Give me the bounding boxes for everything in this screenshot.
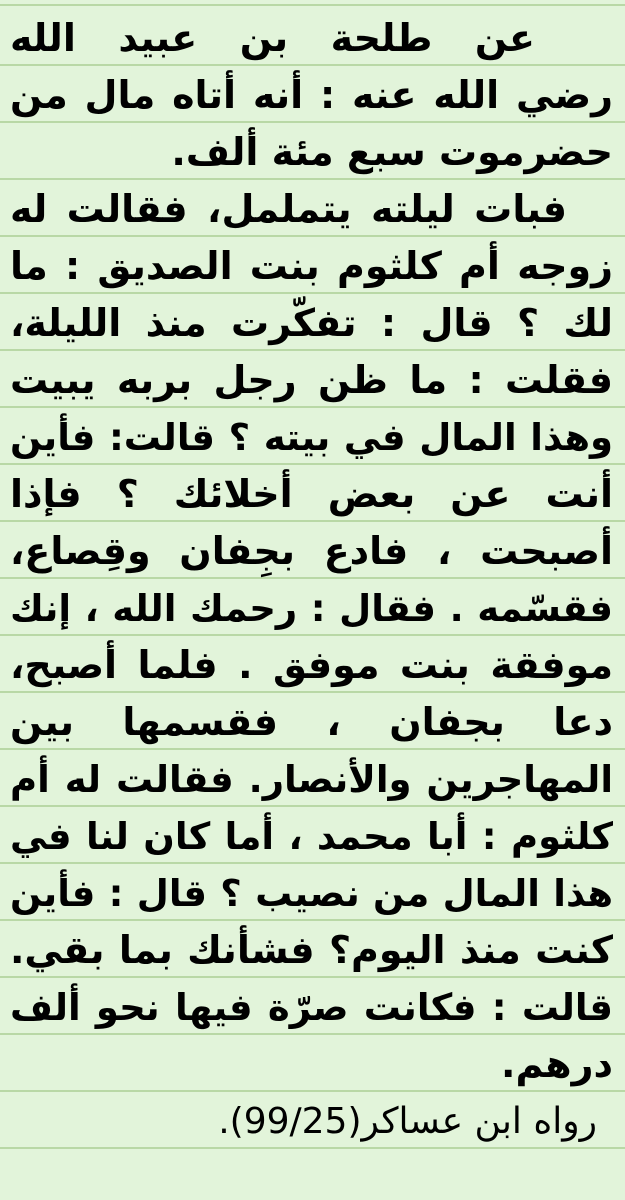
- text-line-7: فقلت : ما ظن رجل بربه يبيت: [10, 358, 613, 402]
- text-line-1: عن طلحة بن عبيد الله: [10, 16, 535, 60]
- text-line-16: هذا المال من نصيب ؟ قال : فأين: [10, 872, 613, 915]
- text-line-12: موفقة بنت موفق . فلما أصبح،: [10, 643, 613, 687]
- text-line-6: لك ؟ قال : تفكّرت منذ الليلة،: [10, 301, 613, 345]
- text-line-10: أصبحت ، فادع بجِفان وقِصاع،: [10, 529, 613, 573]
- text-line-5: زوجه أم كلثوم بنت الصديق : ما: [10, 244, 613, 288]
- citation-line: رواه ابن عساكر(99/25).: [218, 1101, 597, 1142]
- text-line-2: رضي الله عنه : أنه أتاه مال من: [10, 73, 613, 117]
- hadith-text: [10, 10, 613, 1150]
- text-line-3: حضرموت سبع مئة ألف.: [171, 130, 613, 174]
- text-line-15: كلثوم : أبا محمد ، أما كان لنا في: [10, 815, 613, 858]
- text-line-4: فبات ليلته يتململ، فقالت له: [10, 187, 567, 231]
- text-line-8: وهذا المال في بيته ؟ قالت: فأين: [10, 416, 613, 459]
- text-line-14: المهاجرين والأنصار. فقالت له أم: [10, 758, 613, 801]
- text-line-18: قالت : فكانت صرّة فيها نحو ألف: [10, 986, 613, 1029]
- text-line-11: فقسّمه . فقال : رحمك الله ، إنك: [10, 587, 613, 630]
- text-line-19: درهم.: [501, 1042, 613, 1086]
- text-line-13: دعا بجفان ، فقسمها بين: [10, 700, 613, 744]
- text-line-9: أنت عن بعض أخلائك ؟ فإذا: [10, 472, 613, 516]
- text-line-17: كنت منذ اليوم؟ فشأنك بما بقي.: [10, 928, 613, 972]
